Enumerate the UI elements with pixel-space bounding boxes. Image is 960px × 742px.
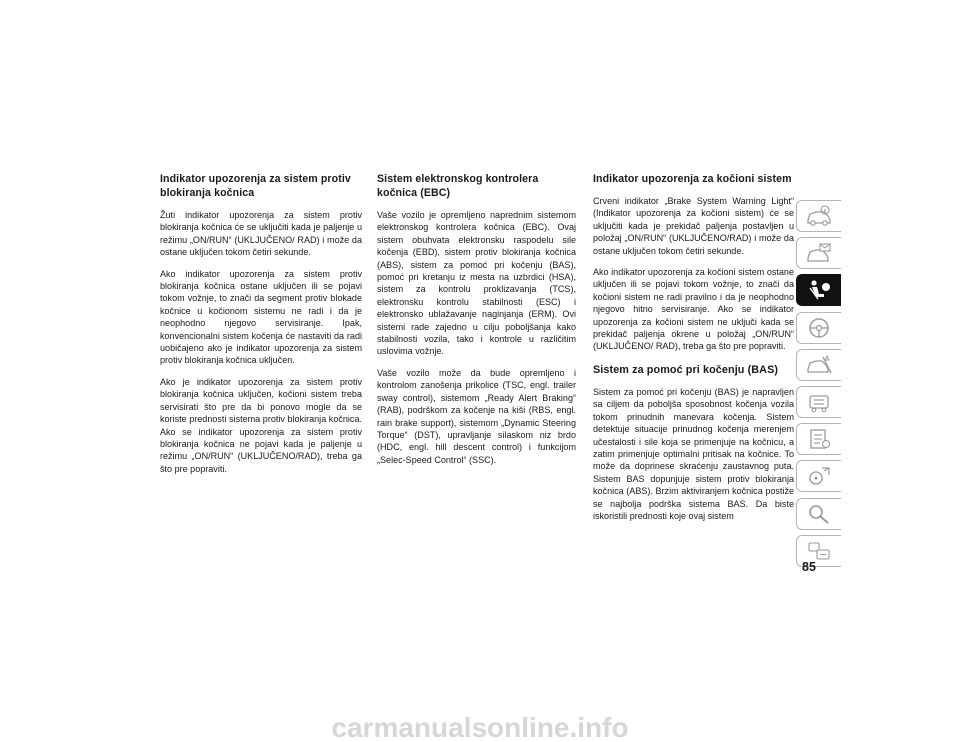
tab-media[interactable]	[796, 460, 841, 492]
page-number: 85	[802, 560, 816, 574]
media-icon	[805, 464, 833, 488]
column-middle	[377, 172, 576, 475]
tab-steering[interactable]	[796, 312, 841, 344]
paragraph: Vaše vozilo može da bude opremljeno i kontrolom zanošenja prikolice (TSC, engl. trailer sway control), sistemom „Ready Alert Braking“ (RAB), podrškom za kočenje na kiši (RBS, engl. rain brake support), sistemom „Dynamic Steering Torque“ (DST), upravljanje silaskom niz brdo (HDC, engl. hill descent control) i funkcijom „Selec-Speed Control“ (SSC).	[377, 367, 576, 465]
column-left	[160, 172, 362, 484]
steering-wheel-icon	[805, 316, 833, 340]
car-info-icon	[805, 204, 833, 228]
tab-service[interactable]	[796, 386, 841, 418]
paragraph: Vaše vozilo je opremljeno naprednim sistemom elektronskog kontrolera kočnica (EBC). Ovaj sistem obuhvata elektronsku raspodelu sile kočenja (EBD), sistem protiv blokiranja kočnica (ABS), sistem za pomoć pri kočenju (BAS), pomoć pri kretanju iz mesta na uzbrdici (HSA), sistem za kontrolu proklizavanja (TCS), elektronsku kontrolu stabilnosti (ESC) i elektronsko ublažavanje naginjanja (ERM). Ovi sistemi rade zajedno u cilju poboljšanja kako stabilnosti vozila, tako i kontrole u različitim uslovima vožnje.	[377, 210, 576, 357]
chapter-tabs	[796, 200, 842, 572]
paragraph: Crveni indikator „Brake System Warning Light“ (Indikator upozorenja za kočioni sistem) će se uključiti kada je prekidač paljenja postavljen u položaj „ON/RUN“ (UKLJUČENO/RAD) i može da ostane uključen tokom četiri sekunde.	[593, 196, 794, 256]
tab-airbag[interactable]	[796, 274, 841, 306]
car-mail-icon	[805, 241, 833, 265]
tab-breakdown[interactable]	[796, 349, 841, 381]
maintenance-list-icon	[805, 427, 833, 451]
search-icon	[805, 502, 833, 526]
paragraph: Žuti indikator upozorenja za sistem protiv blokiranja kočnica će se uključiti kada je paljenje u režimu „ON/RUN“ (UKLJUČENO/ RAD) i može da ostane uključen tokom četiri sekunde.	[160, 210, 362, 258]
tab-maintenance[interactable]	[796, 423, 841, 455]
section-heading-brake-warning: Indikator upozorenja za kočioni sistem	[593, 173, 792, 185]
car-breakdown-icon	[805, 353, 833, 377]
column-right	[593, 172, 794, 531]
paragraph: Sistem za pomoć pri kočenju (BAS) je napravljen sa ciljem da poboljša sposobnost kočenja vozila tokom prinudnih manevara kočenja. Sistem detektuje situacije prinudnog kočenja merenjem učestalosti i sile koja se primenjuje na kočnicu, a zatim primenjuje optimalni pritisak na kočnice. To može da doprinese skraćenju zaustavnog puta. Sistem BAS dopunjuje sistem protiv blokiranja kočnica (ABS). Brzim aktiviranjem kočnica postiže se najbolja podrška sistema BAS. Da biste iskoristili prednosti koje ovaj sistem	[593, 386, 794, 521]
tab-car-mail[interactable]	[796, 237, 841, 269]
watermark	[0, 716, 960, 742]
paragraph: Ako indikator upozorenja za kočioni sistem ostane uključen ili se pojavi tokom vožnje, to znači da kočioni sistem ne radi pravilno i da je neophodno njegovo hitno servisiranje. Ako se indikator upozorenja za kočioni sistem ne uključi kada se prekidač paljenja okrene u položaj „ON/RUN“ (UKLJUČENO/ RAD), treba ga što pre popraviti.	[593, 267, 794, 352]
car-service-icon	[805, 390, 833, 414]
paragraph: Ako indikator upozorenja za sistem protiv blokiranja kočnica ostane uključen ili se pojavi tokom vožnje, to znači da segment protiv blokade kočnice u kočionom sistemu ne radi i da je neophodno njegovo servisiranje. Ipak, konvencionalni sistem kočenja će nastaviti da radi uobičajeno ako je indikator upozorenja za sistem protiv blokiranja kočnica uključen.	[160, 268, 362, 366]
tab-car-info[interactable]	[796, 200, 841, 232]
section-heading-abs-warning: Indikator upozorenja za sistem protiv blokiranja kočnica	[160, 173, 351, 199]
tab-search[interactable]	[796, 498, 841, 530]
section-heading-bas: Sistem za pomoć pri kočenju (BAS)	[593, 363, 779, 376]
airbag-icon	[805, 278, 833, 302]
section-heading-ebc: Sistem elektronskog kontrolera kočnica (EBC)	[377, 173, 539, 199]
watermark-text: carmanualsonline.info	[331, 716, 629, 742]
paragraph: Ako je indikator upozorenja za sistem protiv blokiranja kočnica uključen, kočioni sistem treba servisirati što pre da bi ponovo mogle da se koriste prednosti sistema protiv blokiranja kočnica. Ako se indikator upozorenja za sistem protiv blokiranja kočnica ne pojavi kada je paljenje u režimu „ON/RUN“ (UKLJUČENO/RAD), treba ga što pre popraviti.	[160, 376, 362, 474]
